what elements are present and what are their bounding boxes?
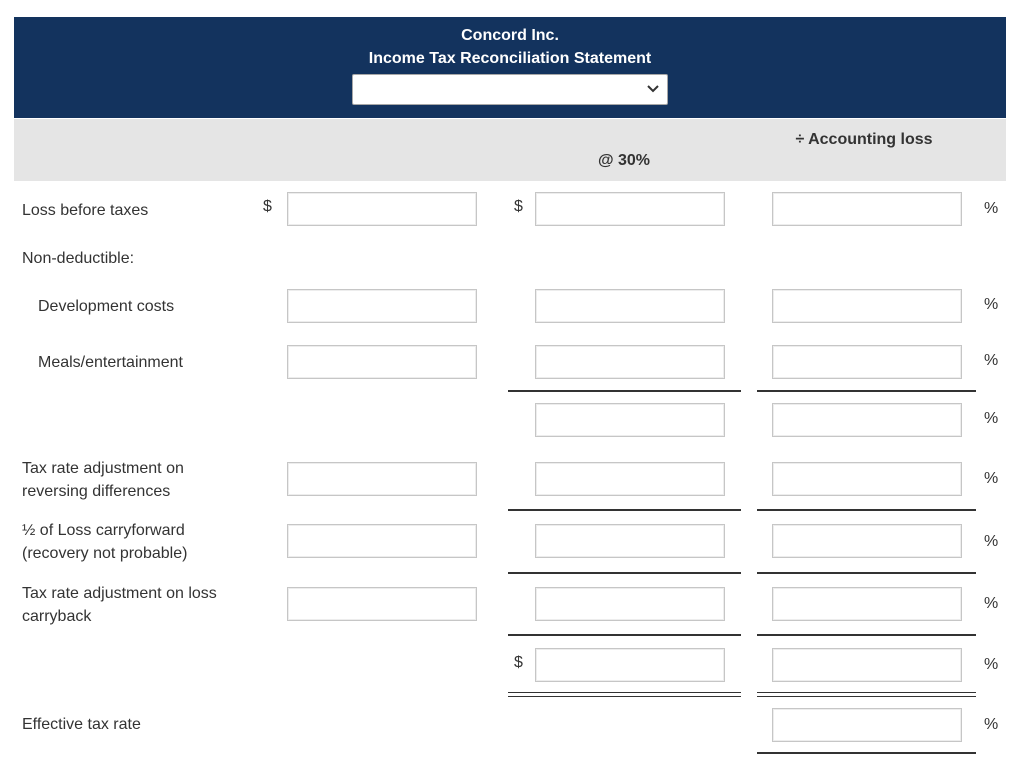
label-development-costs: Development costs — [38, 298, 175, 315]
subtotal-rule — [757, 572, 976, 574]
effective-rate-rule — [757, 752, 976, 754]
input-field[interactable] — [773, 649, 961, 681]
subtotal-rule — [757, 634, 976, 636]
input-field[interactable] — [536, 649, 724, 681]
company-name: Concord Inc. — [461, 27, 559, 44]
total-double-rule — [508, 692, 741, 697]
input-carryforward-at-rate[interactable] — [535, 524, 725, 558]
column-header-bar — [14, 119, 1006, 181]
input-field[interactable] — [773, 346, 961, 378]
input-field[interactable] — [288, 525, 476, 557]
subtotal-rule — [508, 390, 741, 392]
percent-sign: % — [984, 200, 999, 217]
percent-sign: % — [984, 470, 999, 487]
label-tax-rate-adj-reversing: Tax rate adjustment on reversing differences — [22, 460, 184, 500]
input-carryback-pct[interactable] — [772, 587, 962, 621]
input-field[interactable] — [773, 463, 961, 495]
column-accounting-loss-header: ÷ Accounting loss — [795, 131, 933, 148]
dollar-sign: $ — [263, 198, 272, 215]
input-field[interactable] — [773, 290, 961, 322]
statement-title: Income Tax Reconciliation Statement — [368, 50, 652, 67]
input-field[interactable] — [536, 404, 724, 436]
input-field[interactable] — [773, 588, 961, 620]
input-meals-at-rate[interactable] — [535, 345, 725, 379]
input-field[interactable] — [288, 463, 476, 495]
input-field[interactable] — [773, 404, 961, 436]
percent-sign: % — [984, 595, 999, 612]
input-carryback-at-rate[interactable] — [535, 587, 725, 621]
subtotal-rule — [508, 509, 741, 511]
input-field[interactable] — [773, 525, 961, 557]
input-loss-pct[interactable] — [772, 192, 962, 226]
input-subtotal-at-rate[interactable] — [535, 403, 725, 437]
input-field[interactable] — [536, 588, 724, 620]
input-field[interactable] — [288, 588, 476, 620]
percent-sign: % — [984, 533, 999, 550]
input-reversing-pct[interactable] — [772, 462, 962, 496]
percent-sign: % — [984, 296, 999, 313]
input-field[interactable] — [536, 193, 724, 225]
input-field[interactable] — [288, 346, 476, 378]
subtotal-rule — [757, 509, 976, 511]
input-subtotal-pct[interactable] — [772, 403, 962, 437]
input-dev-amount[interactable] — [287, 289, 477, 323]
percent-sign: % — [984, 716, 999, 733]
label-loss-before-taxes: Loss before taxes — [22, 202, 149, 219]
input-dev-pct[interactable] — [772, 289, 962, 323]
dollar-sign: $ — [514, 198, 523, 215]
input-effective-rate-pct[interactable] — [772, 708, 962, 742]
subtotal-rule — [508, 572, 741, 574]
percent-sign: % — [984, 352, 999, 369]
total-double-rule — [757, 692, 976, 697]
input-field[interactable] — [536, 525, 724, 557]
input-field[interactable] — [773, 709, 961, 741]
input-total-at-rate[interactable] — [535, 648, 725, 682]
statement-header — [14, 17, 1006, 118]
label-effective-tax-rate: Effective tax rate — [22, 716, 141, 733]
subtotal-rule — [508, 634, 741, 636]
input-reversing-amount[interactable] — [287, 462, 477, 496]
column-rate-header: @ 30% — [597, 152, 651, 169]
input-carryback-amount[interactable] — [287, 587, 477, 621]
input-reversing-at-rate[interactable] — [535, 462, 725, 496]
subtotal-rule — [757, 390, 976, 392]
input-carryforward-pct[interactable] — [772, 524, 962, 558]
input-loss-amount[interactable] — [287, 192, 477, 226]
dollar-sign: $ — [514, 654, 523, 671]
input-field[interactable] — [536, 463, 724, 495]
input-loss-at-rate[interactable] — [535, 192, 725, 226]
input-meals-pct[interactable] — [772, 345, 962, 379]
input-dev-at-rate[interactable] — [535, 289, 725, 323]
label-tax-rate-adj-carryback: Tax rate adjustment on loss carryback — [22, 585, 217, 625]
input-field[interactable] — [536, 346, 724, 378]
input-field[interactable] — [773, 193, 961, 225]
label-meals-entertainment: Meals/entertainment — [38, 354, 183, 371]
input-carryforward-amount[interactable] — [287, 524, 477, 558]
label-half-loss-carryforward: ½ of Loss carryforward (recovery not probable) — [22, 522, 188, 562]
label-non-deductible: Non-deductible: — [22, 250, 135, 267]
input-total-pct[interactable] — [772, 648, 962, 682]
period-select[interactable] — [352, 74, 668, 105]
input-field[interactable] — [536, 290, 724, 322]
chevron-down-icon — [645, 81, 661, 97]
input-field[interactable] — [288, 193, 476, 225]
percent-sign: % — [984, 656, 999, 673]
input-field[interactable] — [288, 290, 476, 322]
input-meals-amount[interactable] — [287, 345, 477, 379]
percent-sign: % — [984, 410, 999, 427]
